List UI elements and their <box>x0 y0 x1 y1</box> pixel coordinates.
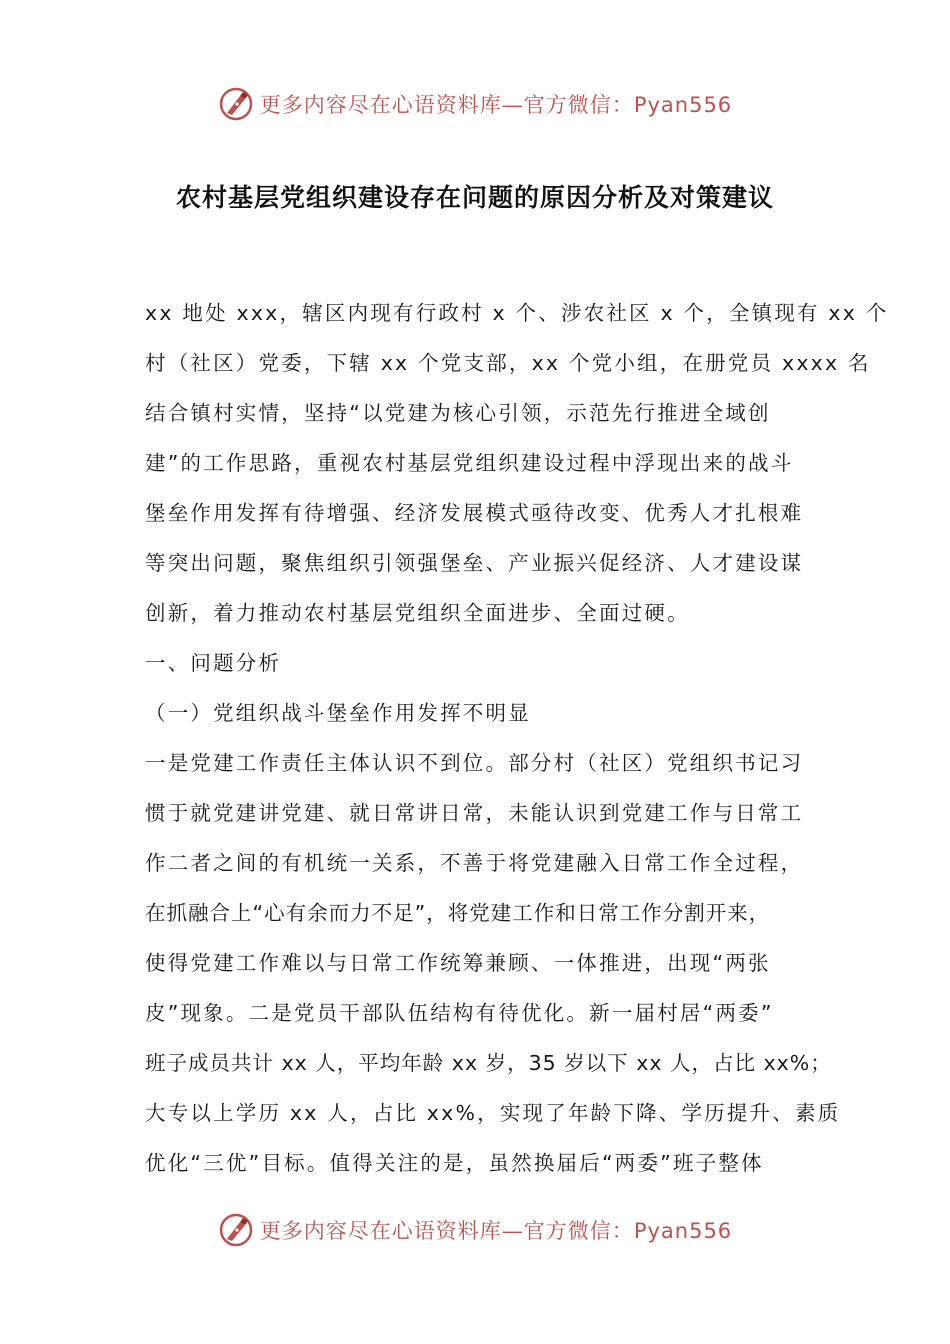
body-line: 大专以上学历 xx 人，占比 xx%，实现了年龄下降、学历提升、素质 <box>145 1101 841 1125</box>
watermark-text: 更多内容尽在心语资料库—官方微信：Pyan556 <box>259 93 733 117</box>
document-title: 农村基层党组织建设存在问题的原因分析及对策建议 <box>175 183 774 212</box>
body-line: 结合镇村实情，坚持“以党建为核心引领，示范先行推进全域创 <box>145 401 771 425</box>
document-body <box>145 288 889 1188</box>
pen-nib-logo-icon <box>218 1212 254 1248</box>
subsection-heading: （一）党组织战斗堡垒作用发挥不明显 <box>145 701 531 725</box>
body-line: 班子成员共计 xx 人，平均年龄 xx 岁，35 岁以下 xx 人，占比 xx%； <box>145 1051 832 1075</box>
pen-nib-logo-icon <box>218 86 254 122</box>
body-line: 堡垒作用发挥有待增强、经济发展模式亟待改变、优秀人才扎根难 <box>145 501 804 525</box>
body-line: 建”的工作思路，重视农村基层党组织建设过程中浮现出来的战斗 <box>145 451 794 475</box>
body-line: 使得党建工作难以与日常工作统筹兼顾、一体推进，出现“两张 <box>145 951 771 975</box>
body-line: 惯于就党建讲党建、就日常讲日常，未能认识到党建工作与日常工 <box>145 801 804 825</box>
body-line: 在抓融合上“心有余而力不足”，将党建工作和日常工作分割开来， <box>145 901 771 925</box>
body-line: 作二者之间的有机统一关系，不善于将党建融入日常工作全过程， <box>145 851 804 875</box>
body-line: 等突出问题，聚焦组织引领强堡垒、产业振兴促经济、人才建设谋 <box>145 551 804 575</box>
body-line: 一是党建工作责任主体认识不到位。部分村（社区）党组织书记习 <box>145 751 804 775</box>
wechat-id: Pyan556 <box>633 1219 733 1243</box>
watermark-text: 更多内容尽在心语资料库—官方微信：Pyan556 <box>259 1219 733 1243</box>
body-line: 优化“三优”目标。值得关注的是，虽然换届后“两委”班子整体 <box>145 1151 764 1175</box>
body-line: 创新，着力推动农村基层党组织全面进步、全面过硬。 <box>145 601 690 625</box>
body-line: 村（社区）党委，下辖 xx 个党支部，xx 个党小组，在册党员 xxxx 名 <box>145 351 871 375</box>
section-heading: 一、问题分析 <box>145 651 282 675</box>
watermark-banner-top <box>0 84 950 124</box>
wechat-id: Pyan556 <box>633 93 733 117</box>
watermark-banner-bottom <box>0 1210 950 1250</box>
body-line: 皮”现象。二是党员干部队伍结构有待优化。新一届村居“两委” <box>145 1001 774 1025</box>
body-line: xx 地处 xxx，辖区内现有行政村 x 个、涉农社区 x 个，全镇现有 xx 个 <box>145 301 889 325</box>
